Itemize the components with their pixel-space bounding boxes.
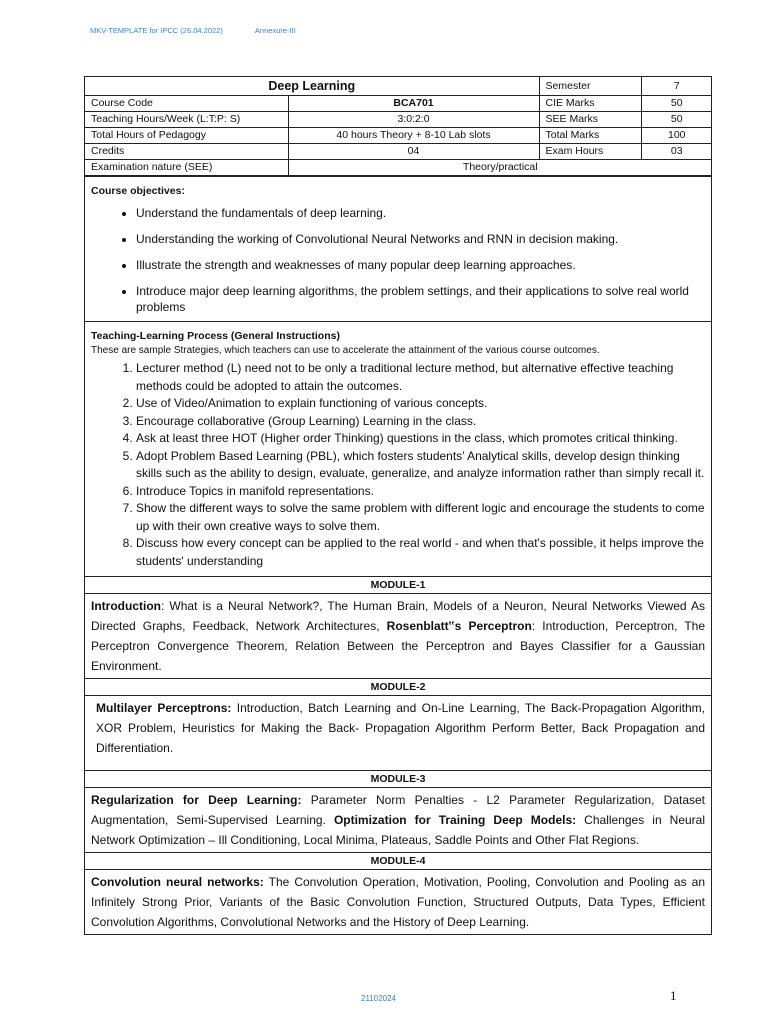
total-marks-value: 100 (641, 128, 712, 144)
module-3-heading: MODULE-3 (85, 770, 711, 787)
see-marks-label: SEE Marks (539, 112, 641, 128)
exam-nature-value: Theory/practical (288, 160, 712, 176)
module-1-heading: MODULE-1 (85, 576, 711, 593)
course-objectives-section (85, 176, 711, 321)
module-3-topic-2: Optimization for Training Deep Models: (333, 813, 577, 827)
course-code-label: Course Code (85, 96, 288, 112)
objective-item: • Understand the fundamentals of deep learning. (136, 205, 705, 221)
module-2-heading: MODULE-2 (85, 678, 711, 695)
module-3-content (85, 787, 711, 852)
semester-value: 7 (641, 77, 712, 96)
see-marks-value: 50 (641, 112, 712, 128)
course-document (84, 76, 712, 935)
teaching-item: 1. Lecturer method (L) need not to be only a traditional lecture method, but alternative effective teaching methods could be adopted to attain the outcomes. (136, 360, 705, 395)
annexure-label: Annexure-III (254, 26, 296, 35)
module-3-text: Parameter Norm Penalties - L2 Parameter Regularization, Dataset Augmentation, Semi-Supervised Learning. (91, 793, 706, 827)
teaching-item: 2. Use of Video/Animation to explain functioning of various concepts. (136, 395, 705, 413)
objective-item: • Introduce major deep learning algorithms, the problem settings, and their applications to solve real world problems (136, 283, 705, 315)
objective-item: • Illustrate the strength and weaknesses of many popular deep learning approaches. (136, 257, 705, 273)
exam-hours-label: Exam Hours (539, 144, 641, 160)
credits-label: Credits (85, 144, 288, 160)
total-marks-label: Total Marks (539, 128, 641, 144)
exam-hours-value: 03 (641, 144, 712, 160)
footer-id: 21102024 (361, 994, 396, 1003)
page-header (90, 26, 296, 35)
module-4-topic: Convolution neural networks: (91, 875, 264, 889)
module-2-content (85, 695, 711, 770)
credits-value: 04 (288, 144, 539, 160)
teaching-item: 7. Show the different ways to solve the same problem with different logic and encourage the students to come up with their own creative ways to solve them. (136, 500, 705, 535)
teaching-item: 4. Ask at least three HOT (Higher order Thinking) questions in the class, which promotes critical thinking. (136, 430, 705, 448)
teaching-heading: Teaching-Learning Process (General Instructions) (91, 330, 340, 342)
module-2-topic: Multilayer Perceptrons: (96, 701, 232, 715)
template-label: MKV-TEMPLATE for IPCC (26.04.2022) (90, 26, 223, 35)
module-1-topic: Introduction (91, 599, 161, 613)
cie-marks-label: CIE Marks (539, 96, 641, 112)
course-code-value: BCA701 (288, 96, 539, 112)
teaching-hours-label: Teaching Hours/Week (L:T:P: S) (85, 112, 288, 128)
teaching-item: 3. Encourage collaborative (Group Learning) Learning in the class. (136, 413, 705, 431)
teaching-learning-section (85, 321, 711, 576)
exam-nature-label: Examination nature (SEE) (85, 160, 288, 176)
module-4-heading: MODULE-4 (85, 852, 711, 869)
pedagogy-hours-label: Total Hours of Pedagogy (85, 128, 288, 144)
module-1-content (85, 593, 711, 678)
course-title: Deep Learning (85, 77, 539, 96)
pedagogy-hours-value: 40 hours Theory + 8-10 Lab slots (288, 128, 539, 144)
teaching-item: 6. Introduce Topics in manifold representations. (136, 483, 705, 501)
objectives-heading: Course objectives: (91, 185, 185, 197)
module-2-text: Introduction, Batch Learning and On-Line Learning, The Back-Propagation Algorithm, XOR Problem, Heuristics for Making the Back- Propagation Algorithm Perform Better, Back Propagation and Differentiation. (96, 701, 705, 755)
teaching-item: 5. Adopt Problem Based Learning (PBL), which fosters students’ Analytical skills, develop design thinking skills such as the ability to design, evaluate, generalize, and analyze information rather than simply recall it. (136, 448, 705, 483)
objectives-list (91, 205, 705, 315)
page-number: 1 (670, 988, 677, 1003)
semester-label: Semester (539, 77, 641, 96)
teaching-hours-value: 3:0:2:0 (288, 112, 539, 128)
teaching-list (91, 360, 705, 570)
module-4-content (85, 869, 711, 934)
module-1-text: : What is a Neural Network?, The Human Brain, Models of a Neuron, Neural Networks Viewed As Directed Graphs, Feedback, Network Architectures, (91, 599, 705, 633)
teaching-item: 8. Discuss how every concept can be applied to the real world - and when that's possible, it helps improve the students' understanding (136, 535, 705, 570)
module-1-text-2: : Introduction, Perceptron, The Perceptron Convergence Theorem, Relation Between the Perceptron and Bayes Classifier for a Gaussian Environment. (91, 619, 705, 673)
module-4-text: The Convolution Operation, Motivation, Pooling, Convolution and Pooling as an Infinitely Strong Prior, Variants of the Basic Convolution Function, Structured Outputs, Data Types, Efficient Convolution Algorithms, Convolutional Networks and the History of Deep Learning. (91, 875, 705, 929)
cie-marks-value: 50 (641, 96, 712, 112)
module-1-topic-2: Rosenblatt‟s Perceptron (386, 619, 532, 633)
course-info-table (85, 77, 712, 176)
module-3-topic: Regularization for Deep Learning: (91, 793, 302, 807)
module-3-text-2: Challenges in Neural Network Optimization – Ill Conditioning, Local Minima, Plateaus, Saddle Points and Other Flat Regions. (91, 813, 706, 847)
objective-item: • Understanding the working of Convolutional Neural Networks and RNN in decision making. (136, 231, 705, 247)
teaching-note: These are sample Strategies, which teachers can use to accelerate the attainment of the various course outcomes. (91, 345, 600, 356)
